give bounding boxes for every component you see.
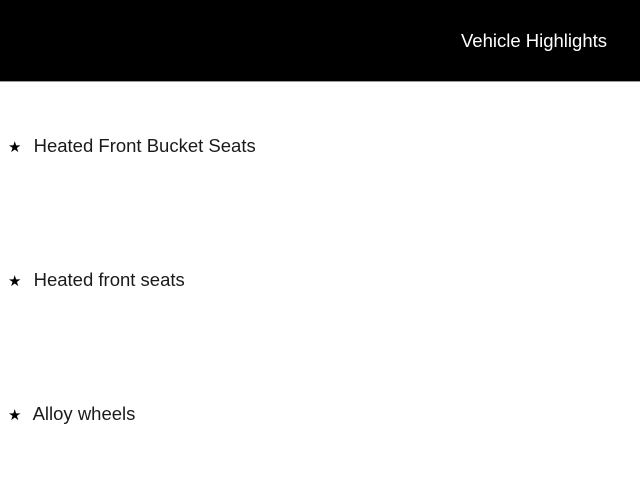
star-bullet-icon: ★ bbox=[8, 139, 22, 156]
highlight-list-item bbox=[8, 269, 640, 293]
highlight-label: Alloy wheels bbox=[32, 403, 136, 424]
page-title: Vehicle Highlights bbox=[460, 29, 607, 51]
highlights-list bbox=[0, 82, 640, 427]
star-bullet-icon: ★ bbox=[8, 273, 22, 290]
highlight-list-item bbox=[8, 135, 640, 159]
star-bullet-icon: ★ bbox=[8, 407, 22, 424]
header-bar bbox=[0, 0, 640, 82]
highlight-list-item bbox=[8, 403, 640, 427]
content-area bbox=[0, 82, 640, 479]
highlight-label: Heated front seats bbox=[33, 269, 185, 290]
highlight-label: Heated Front Bucket Seats bbox=[33, 135, 256, 156]
